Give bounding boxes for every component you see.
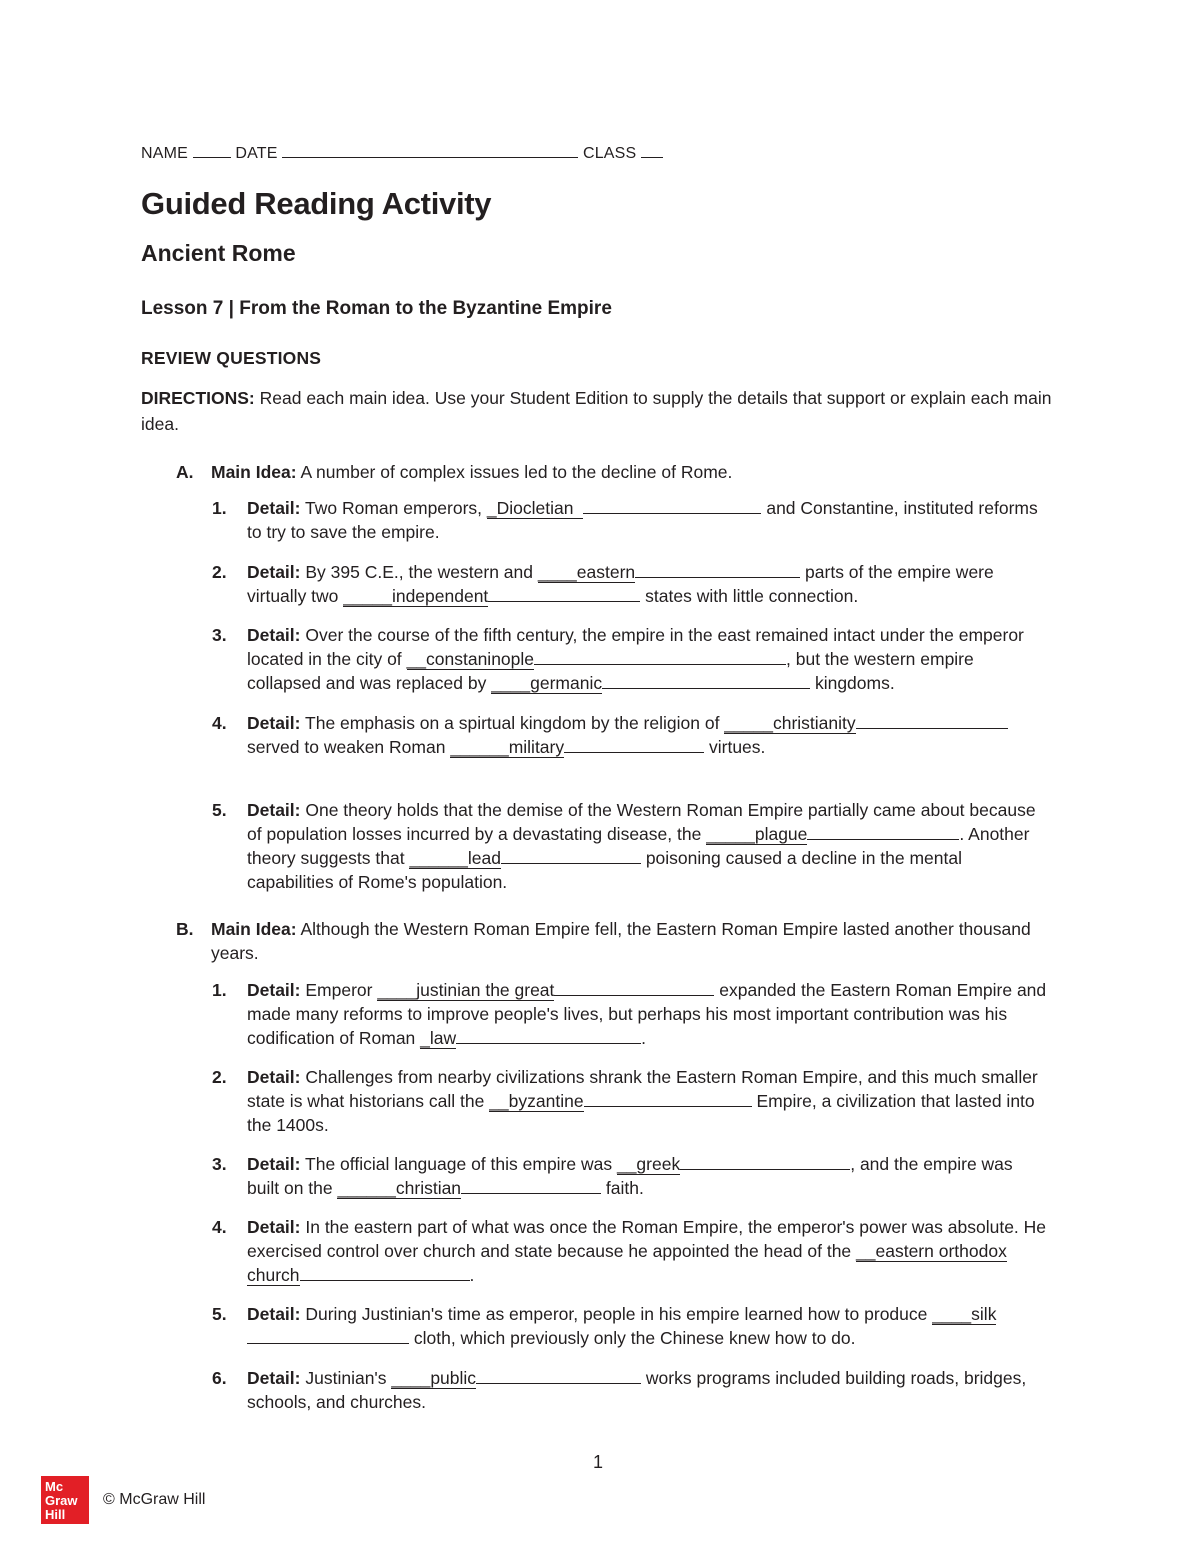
detail-label: Detail: — [247, 1067, 301, 1087]
detail-prompt: Emperor — [305, 980, 378, 1000]
blank-line — [534, 650, 786, 665]
detail-prompt: faith. — [601, 1178, 644, 1198]
section-letter: A. — [176, 462, 194, 482]
detail-prompt: states with little connection. — [640, 586, 859, 606]
answer-blank[interactable]: __greek — [616, 1154, 681, 1174]
detail-number: 3. — [212, 1154, 227, 1174]
detail-label: Detail: — [247, 713, 301, 733]
page-subtitle: Ancient Rome — [141, 240, 296, 266]
main-idea-text — [211, 917, 1051, 965]
detail-prompt: The emphasis on a spirtual kingdom by the religion of — [305, 713, 725, 733]
detail-text — [247, 1065, 1047, 1137]
blank-line — [584, 1092, 752, 1107]
detail-prompt: Justinian's — [305, 1368, 392, 1388]
detail-number: 4. — [212, 1217, 227, 1237]
detail-label: Detail: — [247, 1368, 301, 1388]
answer-blank[interactable]: ______military — [450, 737, 565, 757]
answer-blank[interactable]: _Diocletian — [487, 498, 584, 519]
name-label: NAME — [141, 145, 189, 162]
detail-prompt: , but the western empire collapsed and was replaced by — [247, 649, 974, 693]
date-label: DATE — [235, 145, 278, 162]
directions — [141, 385, 1061, 437]
detail-prompt: Two Roman emperors, — [305, 498, 487, 518]
detail-prompt: , and the empire was built on the — [247, 1154, 1013, 1198]
class-blank[interactable] — [641, 143, 663, 158]
detail-label: Detail: — [247, 980, 301, 1000]
directions-label: DIRECTIONS: — [141, 388, 255, 408]
detail-prompt: By 395 C.E., the western and — [305, 562, 538, 582]
detail-text — [247, 1366, 1047, 1414]
detail-prompt: works programs included building roads, bridges, schools, and churches. — [247, 1368, 1027, 1412]
answer-blank[interactable]: ______christian — [337, 1178, 462, 1198]
detail-label: Detail: — [247, 1217, 301, 1237]
blank-line — [247, 1329, 409, 1344]
detail-prompt: Challenges from nearby civilizations shrank the Eastern Roman Empire, and this much smaller state is what historians call the — [247, 1067, 1038, 1111]
blank-line — [583, 499, 761, 514]
section-letter: B. — [176, 919, 194, 939]
detail-number: 5. — [212, 800, 227, 820]
answer-blank[interactable]: __byzantine — [489, 1091, 584, 1111]
detail-number: 1. — [212, 980, 227, 1000]
detail-label: Detail: — [247, 1304, 301, 1324]
answer-blank[interactable]: _law — [420, 1028, 457, 1048]
main-idea-label: Main Idea: — [211, 919, 297, 939]
answer-blank[interactable]: _____christianity — [724, 713, 856, 733]
blank-line — [856, 714, 1008, 729]
page-number: 1 — [593, 1452, 604, 1472]
logo-line: Hill — [45, 1507, 66, 1522]
answer-blank[interactable]: _____plague — [706, 824, 808, 844]
detail-label: Detail: — [247, 562, 301, 582]
detail-prompt: virtues. — [704, 737, 766, 757]
detail-text — [247, 978, 1047, 1050]
detail-number: 5. — [212, 1304, 227, 1324]
class-label: CLASS — [582, 145, 637, 162]
answer-blank[interactable]: ____public — [391, 1368, 477, 1388]
answer-blank[interactable]: _____independent — [343, 586, 489, 606]
answer-blank[interactable]: __eastern orthodox church — [247, 1241, 1007, 1285]
blank-line — [488, 587, 640, 602]
blank-line — [476, 1369, 641, 1384]
blank-line — [461, 1179, 601, 1194]
answer-blank[interactable]: __constaninople — [406, 649, 535, 669]
main-idea-label: Main Idea: — [211, 462, 297, 482]
blank-line — [456, 1029, 641, 1044]
detail-text — [247, 798, 1047, 894]
main-idea-statement: Although the Western Roman Empire fell, the Eastern Roman Empire lasted another thousand years. — [211, 919, 1031, 963]
page-title: Guided Reading Activity — [141, 186, 492, 221]
student-info-header — [141, 143, 663, 163]
detail-prompt: . — [469, 1265, 475, 1285]
answer-blank[interactable]: ____justinian the great — [377, 980, 555, 1000]
blank-line — [807, 825, 959, 840]
detail-text — [247, 560, 1047, 608]
blank-line — [680, 1155, 850, 1170]
answer-blank[interactable]: ______lead — [409, 848, 501, 868]
detail-label: Detail: — [247, 625, 301, 645]
main-idea-text — [211, 460, 1051, 484]
detail-number: 4. — [212, 713, 227, 733]
blank-line — [635, 563, 800, 578]
detail-prompt: parts of the empire were virtually two — [247, 562, 994, 606]
detail-prompt: Empire, a civilization that lasted into the 1400s. — [247, 1091, 1035, 1135]
detail-text — [247, 623, 1047, 695]
detail-label: Detail: — [247, 1154, 301, 1174]
main-idea-statement: A number of complex issues led to the decline of Rome. — [300, 462, 733, 482]
copyright-notice: © McGraw Hill — [103, 1491, 206, 1508]
detail-prompt: served to weaken Roman — [247, 737, 451, 757]
detail-text — [247, 711, 1047, 759]
detail-label: Detail: — [247, 800, 301, 820]
name-blank[interactable] — [193, 143, 231, 158]
detail-number: 2. — [212, 1067, 227, 1087]
answer-blank[interactable]: ____silk — [932, 1304, 997, 1324]
detail-text — [247, 1302, 1047, 1350]
detail-label: Detail: — [247, 498, 301, 518]
review-heading: REVIEW QUESTIONS — [141, 348, 322, 368]
detail-number: 6. — [212, 1368, 227, 1388]
detail-number: 1. — [212, 498, 227, 518]
blank-line — [300, 1266, 470, 1281]
date-blank[interactable] — [282, 143, 578, 158]
detail-prompt: . — [641, 1028, 647, 1048]
blank-line — [554, 981, 714, 996]
detail-prompt: and Constantine, instituted reforms to try to save the empire. — [247, 498, 1038, 542]
detail-prompt: During Justinian's time as emperor, people in his empire learned how to produce — [305, 1304, 933, 1324]
lesson-heading: Lesson 7 | From the Roman to the Byzantine Empire — [141, 298, 612, 319]
detail-text — [247, 1215, 1047, 1287]
blank-line — [501, 849, 641, 864]
mcgraw-hill-logo — [41, 1476, 89, 1524]
detail-prompt: poisoning caused a decline in the mental capabilities of Rome's population. — [247, 848, 963, 892]
answer-blank[interactable]: ____eastern — [537, 562, 636, 582]
detail-prompt: Over the course of the fifth century, the empire in the east remained intact under the emperor located in the city of — [247, 625, 1024, 669]
logo-line: Graw — [45, 1493, 78, 1508]
detail-prompt: . Another theory suggests that — [247, 824, 1030, 868]
logo-line: Mc — [45, 1479, 64, 1494]
blank-line — [564, 738, 704, 753]
detail-text — [247, 1152, 1047, 1200]
answer-blank[interactable]: ____germanic — [491, 673, 603, 693]
detail-prompt: One theory holds that the demise of the Western Roman Empire partially came about because of population losses incurred by a devastating disease, the — [247, 800, 1036, 844]
detail-prompt: cloth, which previously only the Chinese knew how to do. — [409, 1328, 856, 1348]
detail-text — [247, 496, 1047, 544]
detail-prompt: The official language of this empire was — [305, 1154, 617, 1174]
detail-number: 2. — [212, 562, 227, 582]
blank-line — [602, 674, 810, 689]
directions-text: Read each main idea. Use your Student Edition to supply the details that support or explain each main idea. — [141, 388, 1052, 434]
detail-prompt: kingdoms. — [810, 673, 895, 693]
detail-prompt: In the eastern part of what was once the Roman Empire, the emperor's power was absolute. He exercised control over church and state because he appointed the head of the — [247, 1217, 1047, 1261]
detail-prompt: expanded the Eastern Roman Empire and made many reforms to improve people's lives, but perhaps his most important contribution was his codification of Roman — [247, 980, 1047, 1048]
detail-number: 3. — [212, 625, 227, 645]
